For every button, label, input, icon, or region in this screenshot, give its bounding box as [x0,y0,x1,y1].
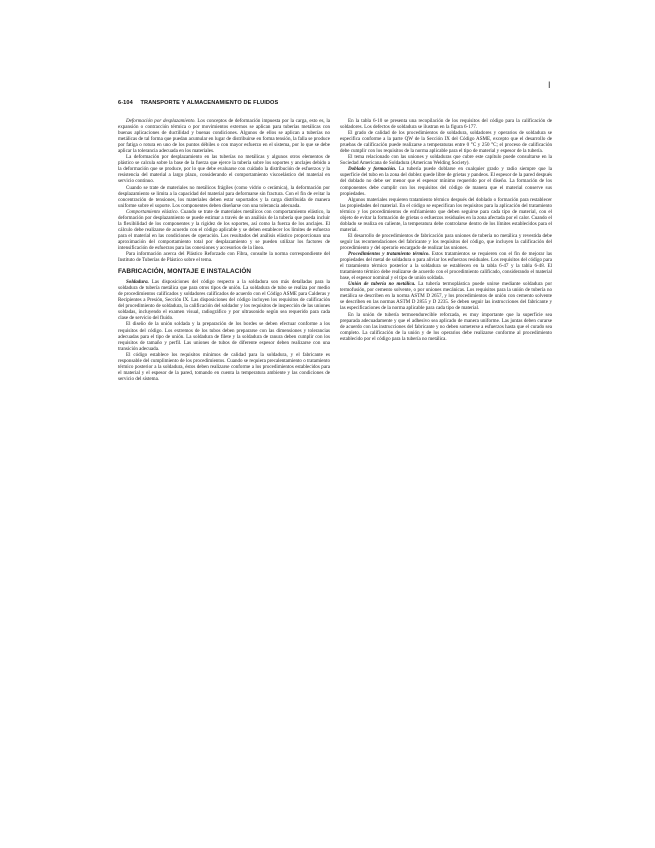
paragraph-lead: Soldadura. [126,279,149,286]
paragraph-text: Cuando se trate de materiales no metálicos frágiles (como vidrio o cerámica), la deformación por desplazamiento se limita a la capacidad del material para deformarse sin fractura. Con el fin de evitar la concentración de tensiones, los materiales deben estar soportados y la carga distribuida de manera uniforme sobre el soporte. Los componentes deben diseñarse con una tolerancia adecuada. [118,184,330,209]
paragraph [118,352,330,382]
paragraph-text: La deformación por desplazamiento en las tuberías no metálicas y algunos otros elementos de plástico se calcula sobre la base de la fuerza que ejerce la tubería sobre los soportes y anclajes debido a la deformación que se produce, por lo que debe evaluarse con cuidado la distribución de esfuerzos y la resistencia del material a largo plazo, considerando el comportamiento viscoelástico del material en servicio continuo. [118,154,330,185]
paragraph [340,130,552,154]
paragraph-text: Las disposiciones del código respecto a la soldadura son más detalladas para la soldadura de tubería metálica que para otros tipos de unión. La soldadura de tubo se realiza por medio de procedimientos calificados y soldadores calificados de acuerdo con el Código ASME para Calderas y Recipientes a Presión, Sección IX. Las disposiciones del código incluyen los requisitos de calificación del procedimiento de soldadura, la calificación del soldador y los requisitos de inspección de las uniones soldadas, incluyendo el examen visual, radiográfico y por ultrasonido según sea requerido para cada clase de servicio del fluido. [118,279,330,322]
paragraph [118,185,330,209]
paragraph-lead: Deformación por desplazamiento. [126,118,196,124]
paragraph-lead: Doblado y formación. [348,166,397,173]
chapter-title: TRANSPORTE Y ALMACENAMIENTO DE FLUIDOS [140,100,279,106]
paragraph [340,281,552,311]
page-number: 6-104 [118,100,133,106]
paragraph-text: El tema relacionado con las uniones y soldaduras que cubre este capítulo puede consultarse en la Sociedad Americana de Soldadura (American Welding Society). [340,154,552,167]
paragraph-text: En la unión de tubería termoendurecible reforzada, es muy importante que la superficie sea preparada adecuadamente y que el adhesivo sea aplicado de manera uniforme. Las juntas deben curarse de acuerdo con las instrucciones del fabricante y no deben someterse a esfuerzos hasta que el curado sea completo. La calificación de la unión y de los operarios debe realizarse conforme al procedimiento establecido por el código para la tubería no metálica. [340,311,552,342]
paragraph-text: La tubería termoplástica puede unirse mediante soldadura por termofusión, por cemento solvente, o por uniones mecánicas. Los requisitos para la unión de tubería no metálica se describen en la norma ASTM D 2657, y los procedimientos de unión con cemento solvente se describen en las normas ASTM D 2855 y D 2235. Se deben seguir las instrucciones del fabricante y las especificaciones de la norma aplicable para cada tipo de material. [340,281,552,312]
paragraph [340,233,552,251]
paragraph-text: Estos tratamientos se requieren con el fin de mejorar las propiedades del metal de soldadura o para aliviar los esfuerzos residuales. Los requisitos del código para el tratamiento térmico posterior a la soldadura se establecen en la tabla 6-47 y la tabla 6-48. El tratamiento térmico debe realizarse de acuerdo con el procedimiento calificado, considerando el material base, el espesor nominal y el tipo de unión soldada. [340,251,552,282]
paragraph [118,118,330,154]
paragraph-text: El código establece los requisitos mínimos de calidad para la soldadura, y el fabricante es responsable del cumplimiento de los procedimientos. Cuando se requiera precalentamiento o tratamiento térmico posterior a la soldadura, éstos deben realizarse conforme a los procedimientos establecidos para el material y el espesor de la pared, tomando en cuenta la temperatura ambiente y las condiciones de servicio del sistema. [118,351,330,382]
paragraph [340,166,552,196]
paragraph [118,209,330,251]
paragraph-text: La tubería puede doblarse en cualquier grado y radio siempre que la superficie del tubo en la zona del doblez quede libre de grietas y pandeos. El espesor de la pared después del doblado no debe ser menor que el espesor mínimo requerido por el diseño. La formación de los componentes debe cumplir con los requisitos del código de manera que el material conserve sus propiedades. [340,166,552,197]
paragraph-text: Los conceptos de deformación impuesta por la carga, esto es, la expansión o contracción térmica o por movimientos externos se aplican para tuberías metálicas con buenas aplicaciones de ductilidad y buenas condiciones. Algunos de ellos se aplican a tuberías no metálicas de tal forma que puedan acumular en lugar de distribuirse en forma tensión, la falla se produce por fatiga o rotura en uno de los puntos débiles o con mayor esfuerzo en el sistema, por lo que se debe aplicar la tolerancia adecuada en los materiales. [118,118,330,155]
left-text-column [118,118,330,738]
paragraph-lead: Comportamiento elástico. [126,208,179,215]
paragraph [118,251,330,263]
paragraph [340,312,552,342]
paragraph-text: El desarrollo de procedimientos de fabricación para uniones de tubería no metálica y revestida debe seguir las recomendaciones del fabricante y los requisitos del código, que incluyen la calificación del procedimiento y del operario encargado de realizar las uniones. [340,232,552,251]
paragraph-text: Cuando se trate de materiales metálicos con comportamiento elástico, la deformación por desplazamiento se puede estimar a través de un análisis de la tubería que pueda incluir la flexibilidad de los componentes y la rigidez de los soportes, así como la fuerza de los anclajes. El cálculo debe realizarse de acuerdo con el código aplicable y se deben establecer los límites de esfuerzo para el material en las condiciones de operación. Los resultados del análisis elástico proporcionan una aproximación del comportamiento total por desplazamiento y se pueden utilizar los factores de intensificación de esfuerzos para las conexiones y accesorios de la línea. [118,208,330,251]
paragraph-text: El grado de calidad de los procedimientos de soldadura, soldadores y operarios de soldadura se especifica conforme a la parte QW de la Sección IX del Código ASME, excepto que el desarrollo de pruebas de calificación puede realizarse a temperaturas entre 0 °C y 250 °C; el proceso de calificación debe cumplir con los requisitos de la norma aplicable para el tipo de material y espesor de la tubería. [340,130,552,155]
paragraph-text: Algunos materiales requieren tratamiento térmico después del doblado o formación para restablecer las propiedades del material. En el código se especifican los requisitos para la aplicación del tratamiento térmico y los procedimientos de enfriamiento que deben seguirse para cada tipo de material, con el objeto de evitar la formación de grietas o esfuerzos residuales en la zona afectada por el calor. Cuando el doblado se realiza en caliente, la temperatura debe controlarse dentro de los límites establecidos para el material. [340,196,552,233]
paragraph [340,154,552,166]
paragraph [340,118,552,130]
page-corner-mark: I [548,80,551,90]
paragraph-lead: Procedimientos y tratamiento térmico. [348,251,430,258]
paragraph [118,279,330,321]
paragraph-text: El diseño de la unión soldada y la preparación de los bordes se deben efectuar conforme a los requisitos del código. Los extremos de los tubos deben prepararse con las dimensiones y tolerancias adecuadas para el tipo de unión. La soldadura de filete y la soldadura de ranura deben cumplir con los requisitos de tamaño y perfil. Las uniones de tubos de diferente espesor deben realizarse con una transición adecuada. [118,321,330,352]
paragraph-text: Para información acerca del Plástico Reforzado con Fibra, consulte la norma correspondiente del Instituto de Tuberías de Plástico sobre el tema. [118,251,330,264]
paragraph [118,321,330,351]
paragraph [340,197,552,233]
section-heading: FABRICACIÓN, MONTAJE E INSTALACIÓN [118,268,252,276]
paragraph [340,251,552,281]
paragraph-text: En la tabla 6-10 se presenta una recopilación de los requisitos del código para la calificación de soldadores. Los defectos de soldadura se ilustran en la figura 6-177. [340,118,552,131]
running-header [118,100,558,106]
paragraph [118,154,330,184]
right-text-column [340,118,552,748]
paragraph-lead: Unión de tubería no metálica. [348,281,416,288]
